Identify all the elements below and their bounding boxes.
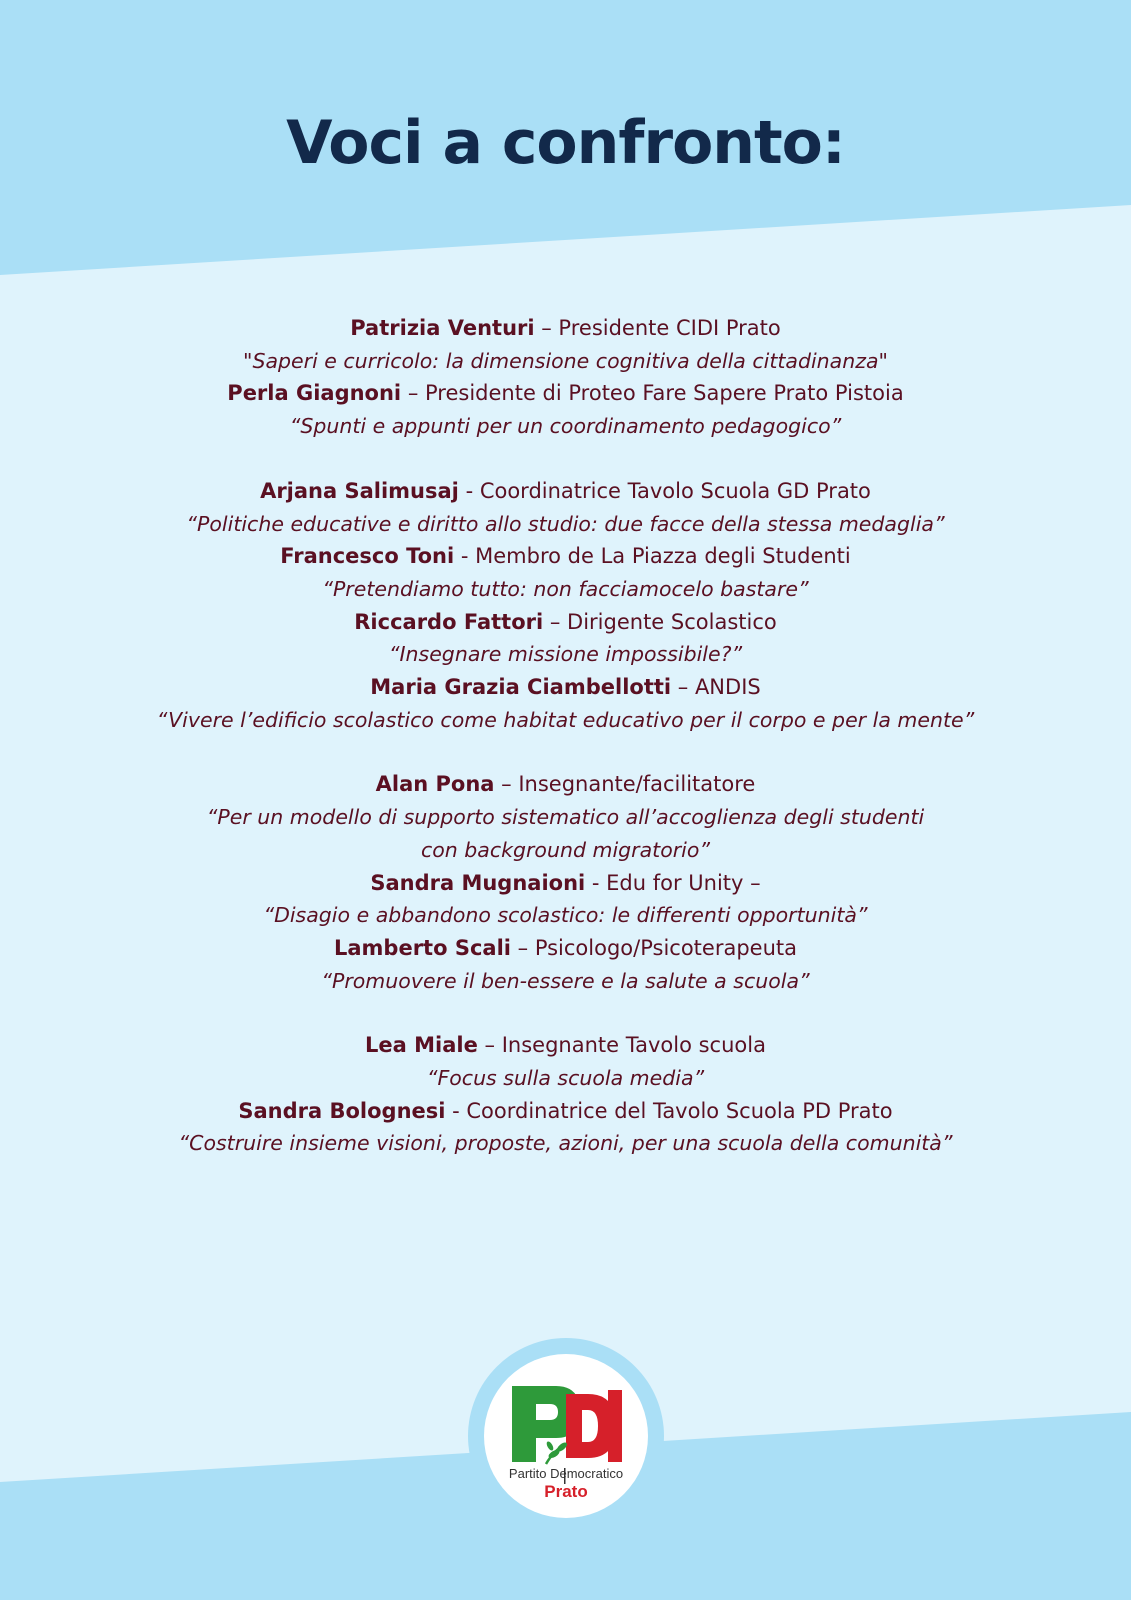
speaker-role: – Presidente di Proteo Fare Sapere Prato Pistoia [401,381,904,406]
speaker-line [0,540,1131,573]
speaker-line [0,606,1131,639]
speaker-name: Arjana Salimusaj [260,478,459,503]
speaker-name: Perla Giagnoni [227,381,402,406]
talk-title: “Promuovere il ben-essere e la salute a scuola” [321,968,810,993]
speaker-list [0,312,1131,1160]
speaker-line [0,671,1131,704]
talk-title: “Per un modello di supporto sistematico all’accoglienza degli studenti [206,805,925,830]
talk-title: con background migratorio” [420,837,711,862]
talk-title: “Disagio e abbandono scolastico: le differenti opportunità” [263,903,868,928]
talk-title: "Saperi e curricolo: la dimensione cognitiva della cittadinanza" [243,348,888,373]
speaker-group [0,312,1131,443]
speaker-line [0,867,1131,900]
speaker-line [0,312,1131,345]
speaker-name: Riccardo Fattori [354,609,544,634]
talk-title: “Vivere l’edificio scolastico come habitat educativo per il corpo e per la mente” [156,707,975,732]
talk-title: “Costruire insieme visioni, proposte, azioni, per una scuola della comunità” [178,1131,953,1156]
speaker-role: – Insegnante Tavolo scuola [477,1033,766,1058]
speaker-line [0,1095,1131,1128]
talk-title: “Insegnare missione impossibile?” [388,642,743,667]
speaker-role: - Coordinatrice Tavolo Scuola GD Prato [458,478,871,503]
speaker-name: Francesco Toni [280,544,455,569]
speaker-role: – Dirigente Scolastico [543,609,777,634]
speaker-role: - Coordinatrice del Tavolo Scuola PD Prato [445,1098,893,1123]
logo-badge [484,1354,648,1518]
speaker-role: - Membro de La Piazza degli Studenti [454,544,851,569]
speaker-role: – Insegnante/facilitatore [494,772,756,797]
logo-party-name: Partito Democratico [508,1466,624,1481]
talk-title: “Spunti e appunti per un coordinamento pedagogico” [289,414,842,439]
page-title: Voci a confronto: [286,108,845,178]
speaker-name: Lea Miale [365,1033,478,1058]
talk-title: “Focus sulla scuola media” [426,1066,705,1091]
speaker-group [0,768,1131,997]
speaker-line [0,475,1131,508]
speaker-role: – Psicologo/Psicoterapeuta [510,935,798,960]
speaker-group [0,475,1131,737]
speaker-line [0,377,1131,410]
speaker-name: Lamberto Scali [333,935,511,960]
speaker-name: Maria Grazia Ciambellotti [370,675,672,700]
speaker-name: Sandra Bolognesi [238,1098,446,1123]
speaker-name: Patrizia Venturi [350,316,535,340]
speaker-name: Alan Pona [375,772,495,797]
speaker-line [0,932,1131,965]
speaker-line [0,1029,1131,1062]
talk-title: “Pretendiamo tutto: non facciamocelo bastare” [322,576,809,601]
speaker-group [0,1029,1131,1160]
speaker-role: – Presidente CIDI Prato [534,316,781,340]
speaker-role: – ANDIS [671,675,761,700]
speaker-name: Sandra Mugnaioni [370,870,586,895]
logo-city: Prato [544,1482,588,1501]
pd-prato-logo [468,1338,664,1534]
speaker-line [0,768,1131,801]
talk-title: “Politiche educative e diritto allo studio: due facce della stessa medaglia” [186,511,945,536]
speaker-role: - Edu for Unity – [585,870,761,895]
